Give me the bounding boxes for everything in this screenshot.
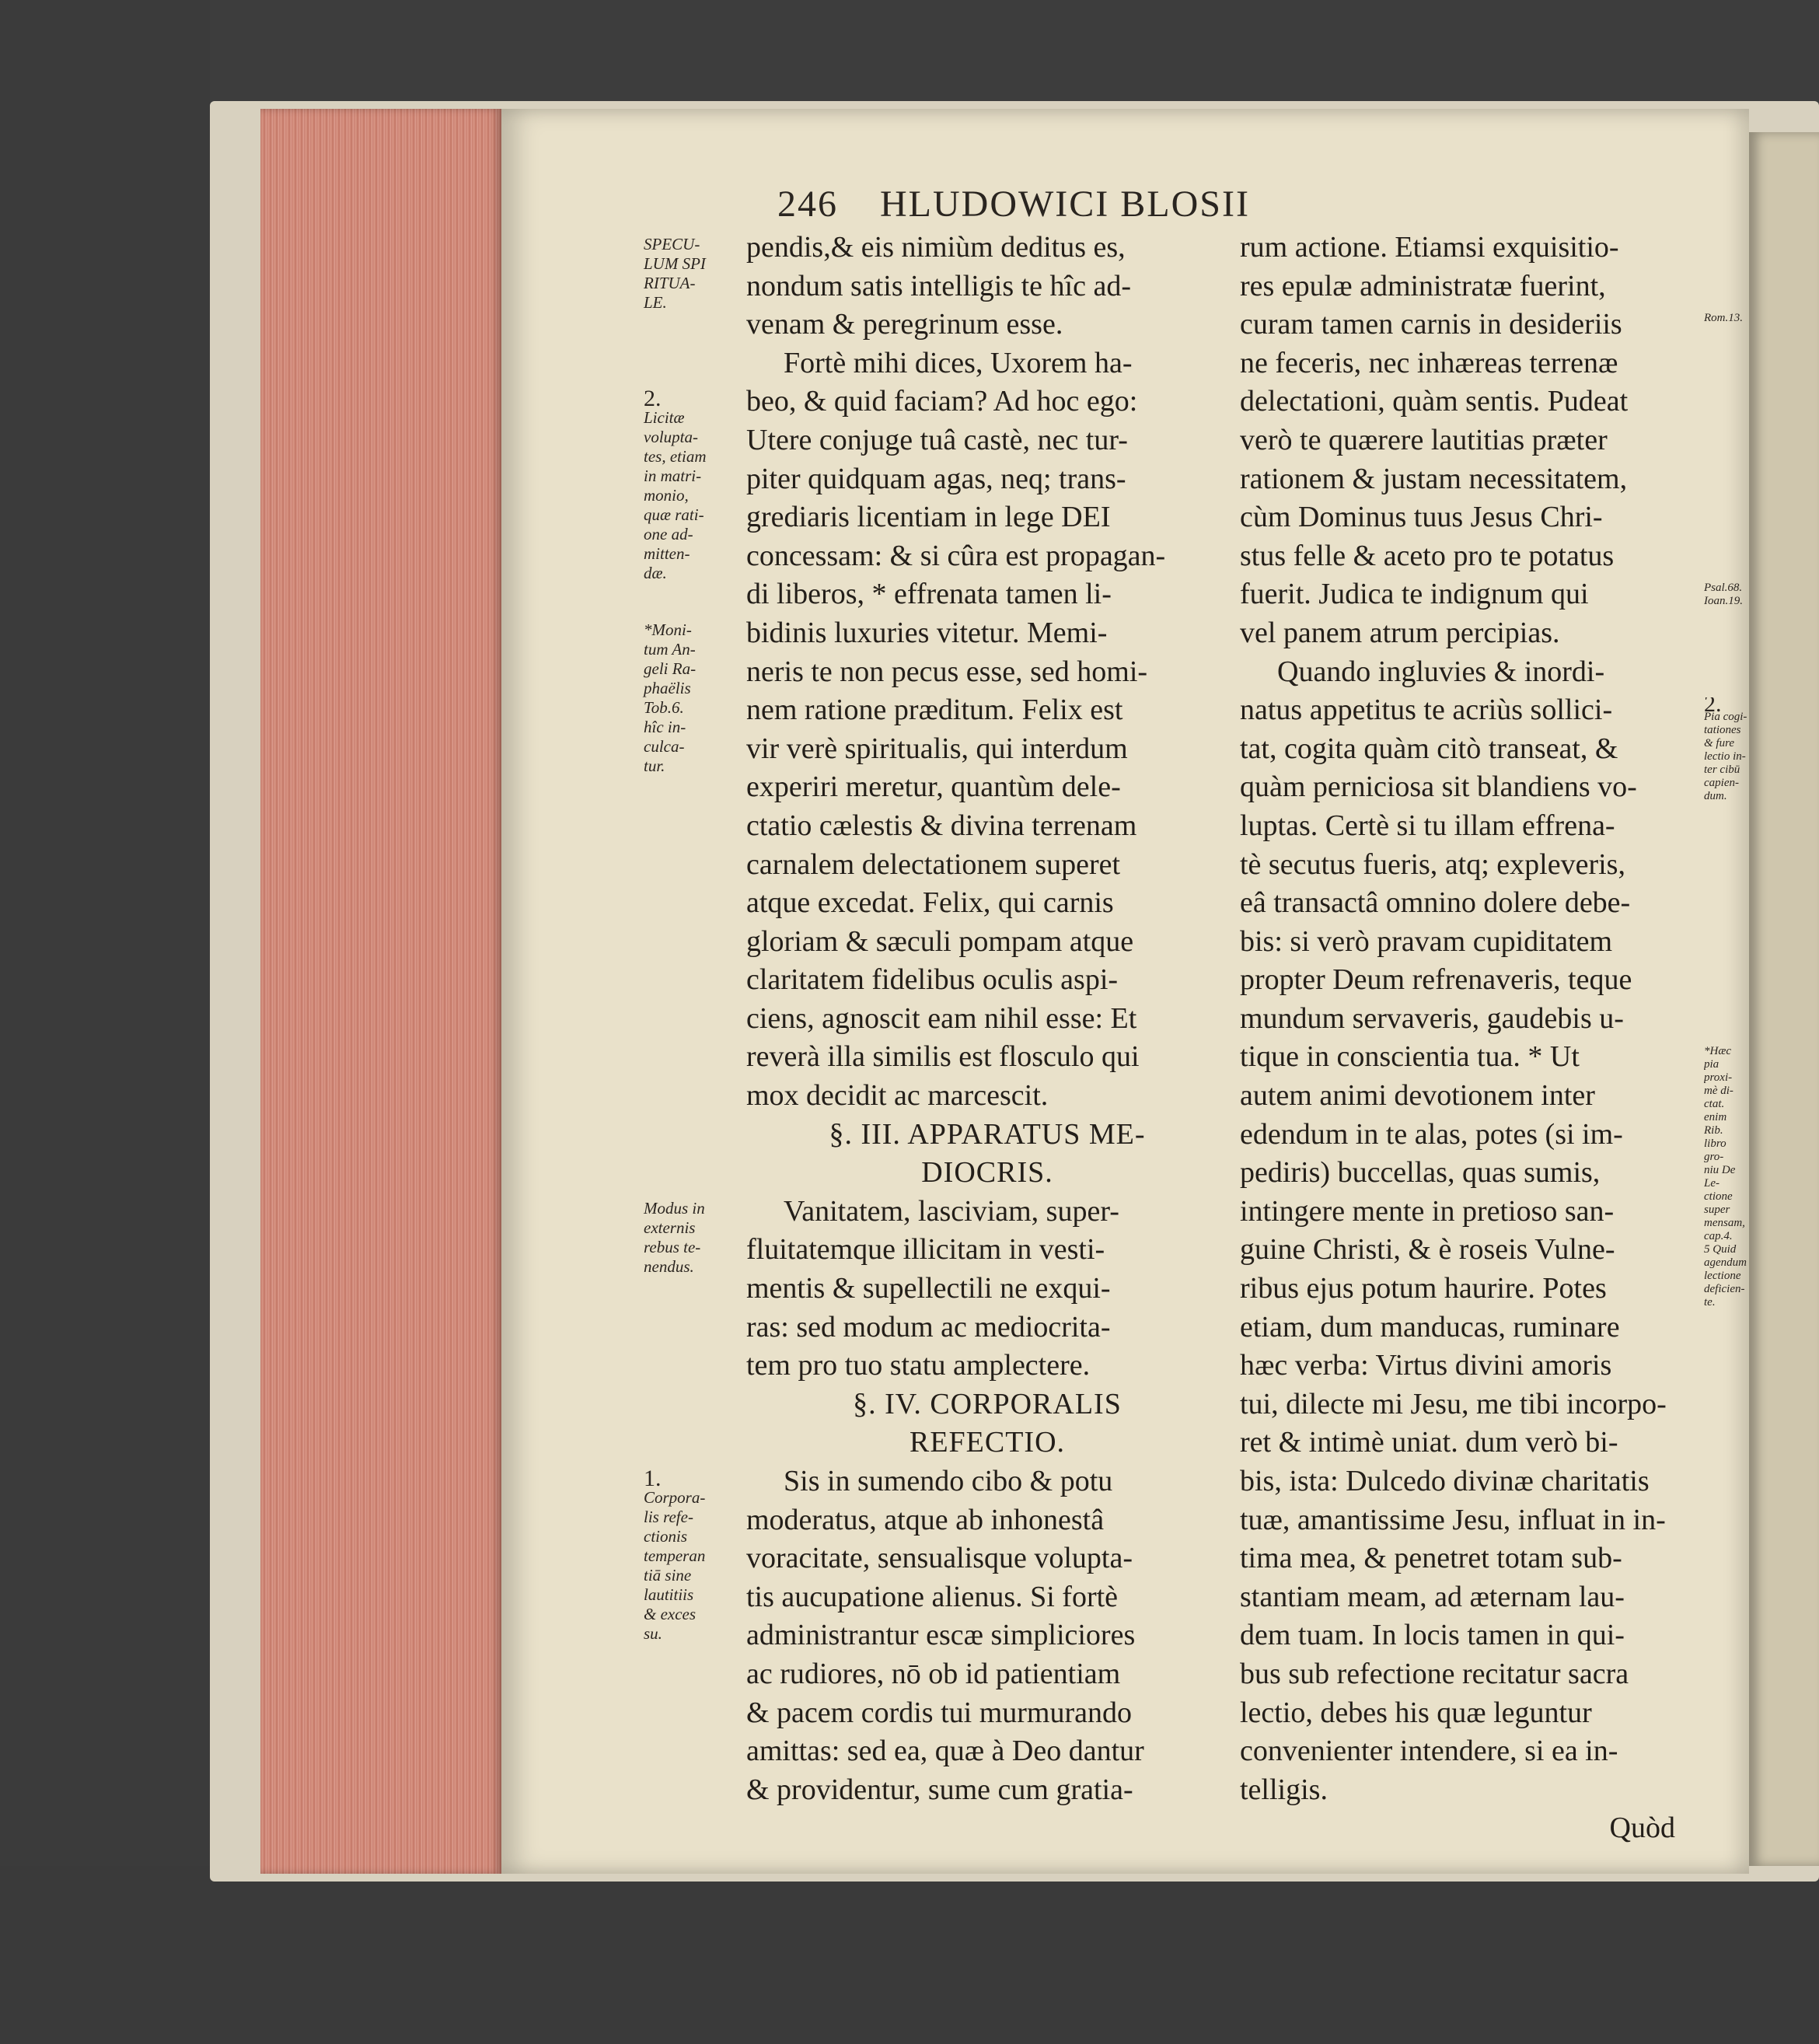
margin-note [1704, 312, 1749, 325]
text-line: rum actione. Etiamsi exquisitio- [1240, 231, 1619, 264]
text-line: mox decidit ac marcescit. [746, 1079, 1049, 1113]
margin-note [1704, 582, 1749, 608]
text-line: bus sub refectione recitatur sacra [1240, 1657, 1629, 1690]
margin-note-line: enim [1704, 1110, 1727, 1123]
section-heading: REFECTIO. [909, 1426, 1066, 1459]
background-top [0, 0, 1819, 109]
margin-note-line: tur. [644, 756, 665, 775]
text-line: ciens, agnoscit eam nihil esse: Et [746, 1001, 1137, 1035]
background-left [0, 0, 210, 2044]
left-text-column [746, 229, 1228, 1809]
text-line: tique in conscientia tua. * Ut [1240, 1040, 1580, 1074]
margin-note-line: pia [1704, 1057, 1719, 1071]
page-number: 246 [777, 183, 838, 225]
margin-note-line: 5 Quid [1704, 1242, 1737, 1256]
right-text-column [1240, 229, 1737, 1848]
margin-note-line: ter cibū [1704, 763, 1740, 777]
text-line: amittas: sed ea, quæ à Deo dantur [746, 1735, 1144, 1768]
text-line: beo, & quid faciam? Ad hoc ego: [746, 385, 1138, 418]
background-bottom [0, 1866, 1819, 2044]
margin-note-line: nendus. [644, 1257, 694, 1276]
text-line: nem ratione præditum. Felix est [746, 694, 1123, 727]
text-line: grediaris licentiam in lege DEI [746, 501, 1111, 534]
text-line: nondum satis intelligis te hîc ad- [746, 269, 1131, 302]
text-line: bidinis luxuries vitetur. Memi- [746, 616, 1108, 649]
margin-note-line: Rib. [1704, 1123, 1723, 1137]
text-line: luptas. Certè si tu illam effrena- [1240, 809, 1615, 842]
text-line: experiri meretur, quantùm dele- [746, 770, 1121, 804]
margin-note-line: niu De [1704, 1163, 1736, 1176]
text-line: propter Deum refrenaveris, teque [1240, 963, 1632, 997]
text-line: tis aucupatione alienus. Si fortè [746, 1580, 1119, 1613]
margin-note [644, 1199, 737, 1277]
running-head [777, 183, 1250, 225]
text-line: hæc verba: Virtus divini amoris [1240, 1349, 1612, 1382]
margin-note-line: LUM SPI [644, 254, 706, 273]
margin-note-line: capien- [1704, 777, 1739, 790]
running-title: HLUDOWICI BLOSII [880, 183, 1250, 225]
margin-note-line: & fure [1704, 737, 1735, 750]
margin-note [644, 620, 737, 776]
text-line: vir verè spiritualis, qui interdum [746, 732, 1128, 765]
margin-note-line: hîc in- [644, 718, 686, 736]
text-line: bis, ista: Dulcedo divinæ charitatis [1240, 1465, 1650, 1497]
margin-note-line: deficien- [1704, 1282, 1745, 1295]
text-line: eâ transactâ omnino dolere debe- [1240, 886, 1631, 920]
text-line: curam tamen carnis in desideriis [1240, 308, 1622, 341]
text-line: reverà illa similis est flosculo qui [746, 1040, 1140, 1074]
text-line: delectationi, quàm sentis. Pudeat [1240, 385, 1629, 418]
text-line: intingere mente in pretioso san- [1240, 1194, 1615, 1228]
text-line: ne feceris, nec inhæreas terrenæ [1240, 346, 1618, 379]
text-line: verò te quærere lautitias præter [1240, 423, 1608, 456]
page-edges [260, 109, 501, 1874]
text-line: ret & intimè uniat. dum verò bi- [1240, 1426, 1618, 1459]
text-line: vel panem atrum percipias. [1240, 616, 1560, 649]
margin-note-line: agendum [1704, 1256, 1747, 1269]
margin-note-line: proxi- [1704, 1071, 1733, 1084]
margin-note-line: Licitæ [644, 408, 685, 428]
text-line: Vanitatem, lasciviam, super- [784, 1194, 1119, 1228]
margin-note-line: & exces [644, 1605, 697, 1624]
section-heading: §. IV. CORPORALIS [853, 1387, 1122, 1420]
text-line: & pacem cordis tui murmurando [746, 1696, 1132, 1729]
text-line: ctatio cælestis & divina terrenam [746, 809, 1137, 842]
margin-note-line: Tob.6. [644, 698, 684, 717]
text-line: tima mea, & penetret totam sub- [1240, 1542, 1622, 1575]
text-line: fluitatemque illicitam in vesti- [746, 1233, 1105, 1267]
text-line: bis: si verò pravam cupiditatem [1240, 924, 1613, 958]
text-line: dem tuam. In locis tamen in qui- [1240, 1619, 1625, 1652]
text-line: moderatus, atque ab inhonestâ [746, 1503, 1105, 1536]
margin-note [644, 1466, 737, 1644]
margin-note-line: quæ rati- [644, 505, 704, 525]
text-line: & providentur, sume cum gratia- [746, 1773, 1133, 1806]
margin-note-line: temperan [644, 1546, 706, 1566]
margin-note-line: su. [644, 1624, 662, 1644]
margin-note-line: Le- [1704, 1176, 1719, 1190]
margin-note-line: phaëlis [644, 679, 691, 697]
margin-note-line: geli Ra- [644, 659, 697, 678]
margin-note-line: rebus te- [644, 1238, 701, 1256]
text-line: Sis in sumendo cibo & potu [784, 1465, 1113, 1497]
text-line: voracitate, sensualisque volupta- [746, 1542, 1133, 1575]
margin-note-line: super [1704, 1203, 1730, 1216]
section-heading: DIOCRIS. [921, 1156, 1053, 1190]
text-line: mundum servaveris, gaudebis u- [1240, 1001, 1624, 1035]
text-line: rationem & justam necessitatem, [1240, 462, 1628, 495]
text-line: tuæ, amantissime Jesu, influat in in- [1240, 1503, 1666, 1536]
margin-note-line: lectio in- [1704, 750, 1746, 763]
margin-note-line: *Moni- [644, 620, 692, 639]
text-line: tui, dilecte mi Jesu, me tibi incorpo- [1240, 1387, 1667, 1420]
text-line: venam & peregrinum esse. [746, 308, 1063, 341]
text-line: carnalem delectationem superet [746, 847, 1121, 881]
text-line: ras: sed modum ac mediocrita- [746, 1310, 1111, 1343]
margin-note-line: tiā sine [644, 1566, 692, 1585]
text-line: fuerit. Judica te indignum qui [1240, 578, 1589, 611]
margin-note-line: mè di- [1704, 1084, 1733, 1097]
margin-note-line: 2. [1704, 697, 1722, 718]
margin-note-line: lectione [1704, 1269, 1741, 1282]
margin-note-line: in matri- [644, 466, 702, 486]
margin-note-line: dæ. [644, 564, 667, 583]
margin-note-line: externis [644, 1218, 696, 1237]
text-line: stantiam meam, ad æternam lau- [1240, 1580, 1625, 1613]
margin-note-line: ctionis [644, 1527, 687, 1546]
margin-note-line: Corpora- [644, 1488, 706, 1508]
margin-note-line: Psal.68. [1704, 582, 1743, 595]
text-line: pediris) buccellas, quas sumis, [1240, 1156, 1601, 1190]
margin-note-line: Modus in [644, 1199, 705, 1218]
text-line: Fortè mihi dices, Uxorem ha- [784, 346, 1133, 379]
text-line: edendum in te alas, potes (si im- [1240, 1117, 1623, 1151]
text-line: Utere conjuge tuâ castè, nec tur- [746, 423, 1128, 456]
catchword: Quòd [1609, 1812, 1675, 1845]
text-line: cùm Dominus tuus Jesus Chri- [1240, 501, 1603, 534]
text-line: quàm perniciosa sit blandiens vo- [1240, 770, 1637, 804]
margin-note-line: tes, etiam [644, 447, 707, 466]
margin-note-line: mensam, [1704, 1216, 1745, 1229]
text-line: ac rudiores, nō ob id patientiam [746, 1657, 1121, 1690]
margin-note-line: volupta- [644, 428, 698, 447]
margin-note [644, 235, 737, 313]
text-line: tat, cogita quàm citò transeat, & [1240, 732, 1618, 765]
margin-note-line: culca- [644, 737, 685, 756]
margin-note-line: SPECU- [644, 235, 700, 253]
margin-note-line: gro- [1704, 1150, 1724, 1163]
margin-note-line: Ioan.19. [1704, 595, 1743, 608]
margin-note-line: tationes [1704, 724, 1741, 737]
text-line: gloriam & sæculi pompam atque [746, 924, 1134, 958]
margin-note-line: lautitiis [644, 1585, 694, 1605]
margin-note-line: cap.4. [1704, 1229, 1733, 1242]
text-line: piter quidquam agas, neq; trans- [746, 462, 1126, 495]
margin-note-line: Rom.13. [1704, 312, 1743, 325]
margin-note-line: tum An- [644, 640, 696, 659]
text-line: atque excedat. Felix, qui carnis [746, 886, 1114, 920]
text-line: neris te non pecus esse, sed homi- [746, 655, 1148, 688]
margin-note-line: Pia cogi- [1704, 711, 1747, 724]
text-line: Quando ingluvies & inordi- [1277, 655, 1605, 688]
text-line: claritatem fidelibus oculis aspi- [746, 963, 1119, 997]
margin-note-line: monio, [644, 486, 689, 505]
margin-note-line: libro [1704, 1137, 1726, 1150]
text-line: etiam, dum manducas, ruminare [1240, 1310, 1620, 1343]
margin-note-line: te. [1704, 1295, 1716, 1309]
text-line: telligis. [1240, 1773, 1328, 1806]
margin-note [1704, 697, 1749, 803]
margin-note-line: 2. [644, 386, 662, 412]
text-line: stus felle & aceto pro te potatus [1240, 539, 1615, 572]
text-line: convenienter intendere, si ea in- [1240, 1735, 1618, 1768]
margin-note-line: one ad- [644, 525, 693, 544]
text-line: tè secutus fueris, atq; expleveris, [1240, 847, 1625, 881]
margin-note-line: ctione [1704, 1190, 1733, 1203]
text-line: di liberos, * effrenata tamen li- [746, 578, 1112, 611]
text-line: concessam: & si cûra est propagan- [746, 539, 1166, 572]
section-heading: §. III. APPARATUS ME- [829, 1117, 1146, 1151]
margin-note [644, 386, 737, 583]
text-line: natus appetitus te acriùs sollici- [1240, 694, 1613, 727]
text-line: guine Christi, & è roseis Vulne- [1240, 1233, 1615, 1267]
text-line: pendis,& eis nimiùm deditus es, [746, 231, 1126, 264]
text-line: administrantur escæ simpliciores [746, 1619, 1136, 1652]
margin-note-line: mitten- [644, 544, 690, 564]
margin-note-line: dum. [1704, 790, 1727, 803]
margin-note [1704, 1045, 1749, 1309]
text-line: tem pro tuo statu amplectere. [746, 1349, 1091, 1382]
text-line: mentis & supellectili ne exqui- [746, 1272, 1111, 1305]
margin-note-line: RITUA- [644, 274, 696, 292]
next-page-edge [1749, 132, 1819, 1866]
text-line: ribus ejus potum haurire. Potes [1240, 1272, 1607, 1305]
margin-note-line: lis refe- [644, 1508, 693, 1527]
margin-note-line: *Hæc [1704, 1044, 1731, 1057]
text-line: autem animi devotionem inter [1240, 1079, 1595, 1113]
text-line: res epulæ administratæ fuerint, [1240, 269, 1606, 302]
margin-note-line: LE. [644, 293, 667, 312]
margin-note-line: ctat. [1704, 1097, 1725, 1110]
text-line: lectio, debes his quæ leguntur [1240, 1696, 1592, 1729]
margin-note-line: 1. [644, 1466, 662, 1492]
